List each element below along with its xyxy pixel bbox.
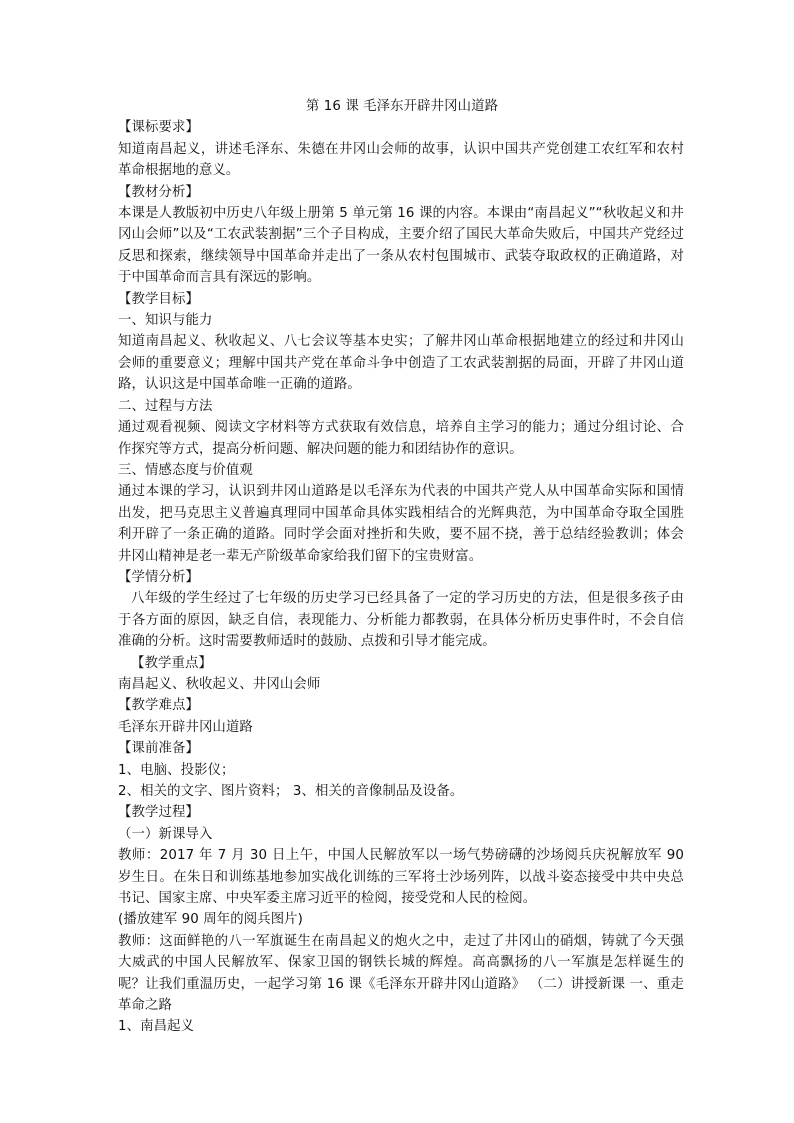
document-page: [118, 96, 684, 1038]
heading-teaching-process: 【教学过程】: [118, 805, 199, 821]
paragraph-curriculum-standards: 知道南昌起义，讲述毛泽东、朱德在井冈山会师的故事，认识中国共产党创建工农红军和农村革命根据地的意义。: [118, 141, 684, 179]
paragraph-teacher-1: 教师：2017 年 7 月 30 日上午，中国人民解放军以一场气势磅礴的沙场阅兵庆祝解放军 90 岁生日。在朱日和训练基地参加实战化训练的三军将士沙场列阵，以战斗姿态接受中共中央总书记、国家主席、中央军委主席习近平的检阅，接受党和人民的检阅。: [118, 848, 684, 907]
document-title: 第 16 课 毛泽东开辟井冈山道路: [305, 99, 499, 114]
paragraph-note: (播放建军 90 周年的阅兵图片): [118, 912, 303, 928]
paragraph-teacher-2: 教师：这面鲜艳的八一军旗诞生在南昌起义的炮火之中，走过了井冈山的硝烟，铸就了今天强大威武的中国人民解放军、保家卫国的钢铁长城的辉煌。高高飘扬的八一军旗是怎样诞生的呢？让我们重温历史，一起学习第 16 课《毛泽东开辟井冈山道路》 （二）讲授新课 一、重走革命之路: [118, 933, 684, 1014]
heading-teaching-objectives: 【教学目标】: [118, 291, 199, 307]
paragraph-key-points: 南昌起义、秋收起义、井冈山会师: [118, 676, 321, 692]
heading-student-analysis: 【学情分析】: [118, 569, 199, 585]
paragraph-student-analysis: 八年级的学生经过了七年级的历史学习已经具备了一定的学习历史的方法，但是很多孩子由于各方面的原因，缺乏自信，表现能力、分析能力都教弱，在具体分析历史事件时，不会自信准确的分析。这时需要教师适时的鼓励、点拨和引导才能完成。: [118, 591, 684, 650]
subheading-process-method: 二、过程与方法: [118, 398, 213, 414]
heading-difficulties: 【教学难点】: [118, 698, 199, 714]
heading-curriculum-standards: 【课标要求】: [118, 120, 199, 136]
subheading-values: 三、情感态度与价值观: [118, 462, 253, 478]
subheading-introduction: （一）新课导入: [118, 826, 213, 842]
paragraph-process-method: 通过观看视频、阅读文字材料等方式获取有效信息，培养自主学习的能力；通过分组讨论、合作探究等方式，提高分析问题、解决问题的能力和团结协作的意识。: [118, 420, 684, 457]
heading-textbook-analysis: 【教材分析】: [118, 184, 199, 200]
paragraph-textbook-analysis: 本课是人教版初中历史八年级上册第 5 单元第 16 课的内容。本课由“南昌起义”“秋收起义和井冈山会师”以及“工农武装割据”三个子目构成，主要介绍了国民大革命失败后，中国共产党经过反思和探索，继续领导中国革命并走出了一条从农村包围城市、武装夺取政权的正确道路，对于中国革命而言具有深远的影响。: [118, 206, 684, 286]
paragraph-preparation-1: 1、电脑、投影仪；: [118, 762, 235, 778]
paragraph-knowledge-ability: 知道南昌起义、秋收起义、八七会议等基本史实；了解井冈山革命根据地建立的经过和井冈山会师的重要意义；理解中国共产党在革命斗争中创造了工农武装割据的局面，开辟了井冈山道路，认识这是中国革命唯一正确的道路。: [118, 334, 684, 393]
paragraph-nanchang-uprising: 1、南昌起义: [118, 1019, 195, 1035]
subheading-knowledge-ability: 一、知识与能力: [118, 313, 213, 329]
paragraph-difficulties: 毛泽东开辟井冈山道路: [118, 719, 253, 735]
paragraph-values: 通过本课的学习，认识到井冈山道路是以毛泽东为代表的中国共产党人从中国革命实际和国情出发，把马克思主义普遍真理同中国革命具体实践相结合的光辉典范，为中国革命夺取全国胜利开辟了一条正确的道路。同时学会面对挫折和失败，要不屈不挠，善于总结经验教训；体会井冈山精神是老一辈无产阶级革命家给我们留下的宝贵财富。: [118, 484, 684, 564]
paragraph-preparation-2: 2、相关的文字、图片资料； 3、相关的音像制品及设备。: [118, 784, 464, 799]
heading-preparation: 【课前准备】: [118, 741, 199, 757]
heading-key-points: 【教学重点】: [131, 655, 212, 671]
